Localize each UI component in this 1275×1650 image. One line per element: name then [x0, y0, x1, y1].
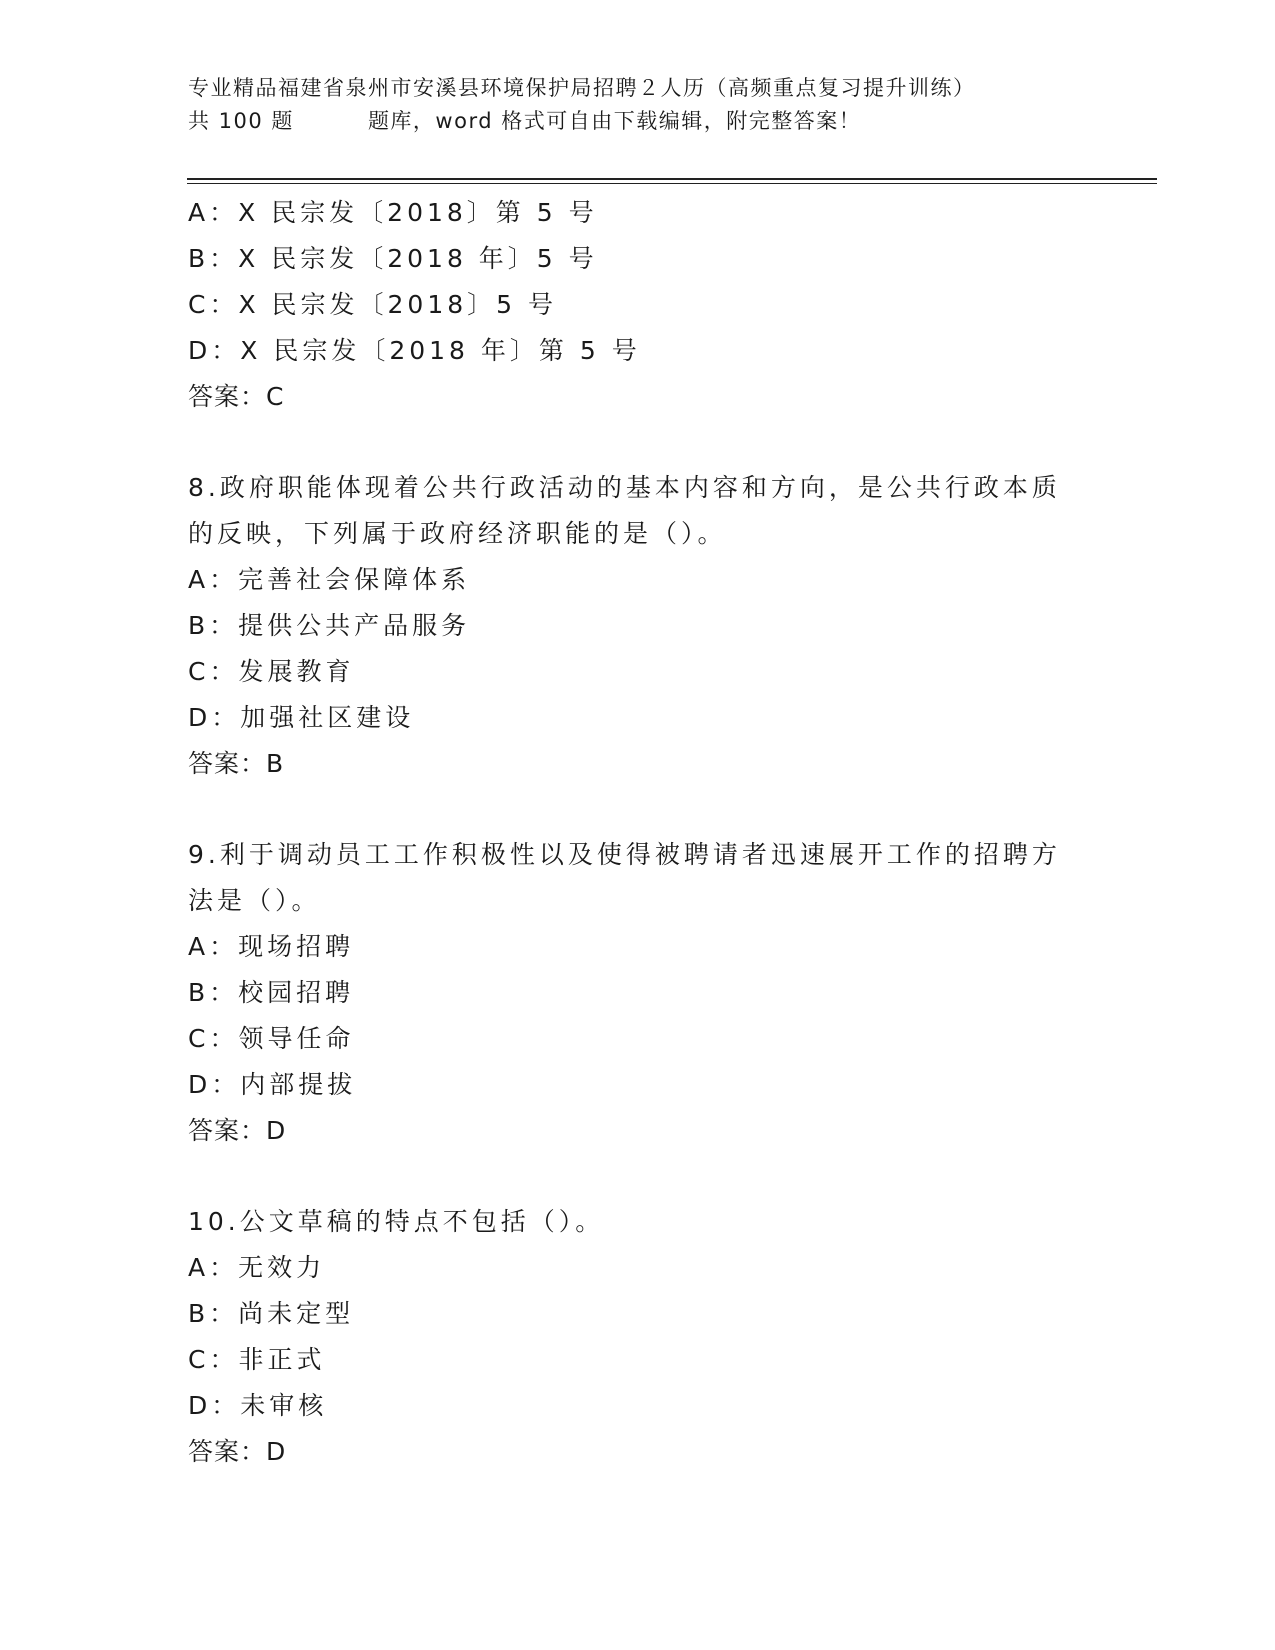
option-a: A：现场招聘 — [188, 932, 355, 961]
option-b: B：X 民宗发〔2018 年〕5 号 — [188, 244, 598, 273]
question-block-10 — [188, 1199, 1068, 1475]
document-header — [188, 72, 1068, 138]
option-b: B：尚未定型 — [188, 1299, 355, 1328]
option-d: D：X 民宗发〔2018 年〕第 5 号 — [188, 336, 641, 365]
question-block-9 — [188, 832, 1068, 1154]
option-a: A：无效力 — [188, 1253, 326, 1282]
header-divider-thin — [187, 183, 1157, 184]
option-d: D：加强社区建设 — [188, 703, 415, 732]
question-stem-continued: 法是（）。 — [188, 886, 321, 915]
option-d: D：未审核 — [188, 1391, 328, 1420]
question-stem: 9.利于调动员工工作积极性以及使得被聘请者迅速展开工作的招聘方 — [188, 840, 1061, 869]
option-d: D：内部提拔 — [188, 1070, 357, 1099]
option-c: C：领导任命 — [188, 1024, 355, 1053]
header-divider-thick — [187, 178, 1157, 180]
question-content — [188, 190, 1068, 1475]
option-a: A：完善社会保障体系 — [188, 565, 471, 594]
header-title-line1: 专业精品福建省泉州市安溪县环境保护局招聘２人历（高频重点复习提升训练） — [188, 76, 976, 100]
header-title-line2 — [188, 105, 1068, 138]
question-stem: 8.政府职能体现着公共行政活动的基本内容和方向，是公共行政本质 — [188, 473, 1061, 502]
question-block-prev — [188, 190, 1068, 420]
option-b: B：校园招聘 — [188, 978, 355, 1007]
option-a: A：X 民宗发〔2018〕第 5 号 — [188, 198, 598, 227]
option-c: C：发展教育 — [188, 657, 355, 686]
option-b: B：提供公共产品服务 — [188, 611, 471, 640]
question-block-8 — [188, 465, 1068, 787]
option-c: C：X 民宗发〔2018〕5 号 — [188, 290, 558, 319]
answer-line: 答案：C — [188, 382, 285, 411]
question-stem-continued: 的反映，下列属于政府经济职能的是（）。 — [188, 519, 727, 548]
answer-line: 答案：D — [188, 1437, 287, 1466]
question-stem: 10.公文草稿的特点不包括（）。 — [188, 1207, 605, 1236]
answer-line: 答案：D — [188, 1116, 287, 1145]
answer-line: 答案：B — [188, 749, 285, 778]
header-question-count: 共 100 题 — [188, 109, 294, 133]
option-c: C：非正式 — [188, 1345, 326, 1374]
header-description: 题库，word 格式可自由下载编辑，附完整答案！ — [367, 109, 862, 133]
